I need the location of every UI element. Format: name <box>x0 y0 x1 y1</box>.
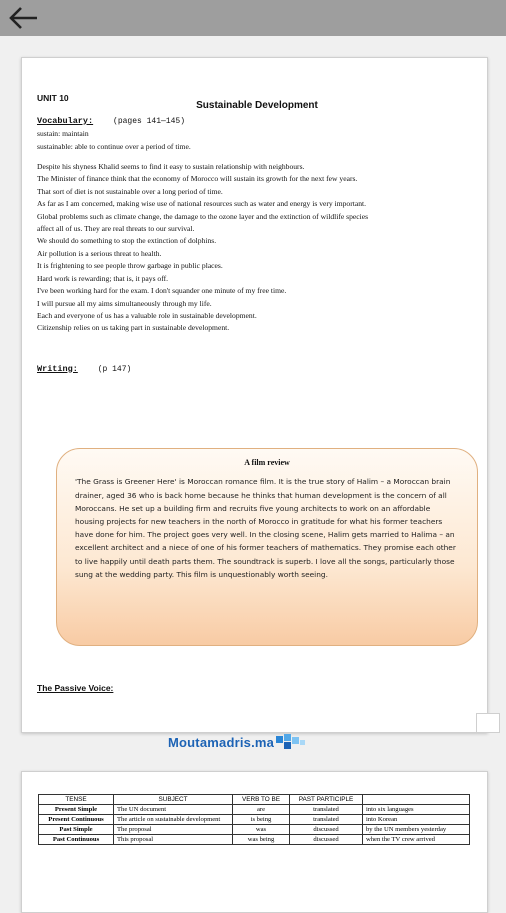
sentence-line: Each and everyone of us has a valuable role in sustainable development. <box>37 310 257 320</box>
table-cell: Past Continuous <box>39 835 114 845</box>
table-cell: This proposal <box>114 835 233 845</box>
sentence-line: Hard work is rewarding; that is, it pays off. <box>37 273 169 283</box>
sentence-line: Despite his shyness Khalid seems to find it easy to sustain relationship with neighbours. <box>37 162 305 172</box>
sentence-line: Global problems such as climate change, the damage to the ozone layer and the extinction of wildlife species <box>37 211 369 221</box>
document-title: Sustainable Development <box>196 100 318 112</box>
document-page-1 <box>21 57 488 733</box>
vocabulary-heading-line <box>37 115 477 128</box>
table-cell: by the UN members yesterday <box>363 825 470 835</box>
table-cell: Present Continuous <box>39 815 114 825</box>
sentence-line: As far as I am concerned, making wise use of national resources such as water and energy is very important. <box>37 199 367 209</box>
passive-tenses-table <box>38 794 470 845</box>
table-cell: are <box>233 805 290 815</box>
table-cell: Past Simple <box>39 825 114 835</box>
table-cell: The UN document <box>114 805 233 815</box>
table-row <box>39 815 470 825</box>
table-row <box>39 825 470 835</box>
table-cell: discussed <box>290 825 363 835</box>
sentence-line: Citizenship relies on us taking part in sustainable development. <box>37 323 230 333</box>
table-cell: was <box>233 825 290 835</box>
table-cell: when the TV crew arrived <box>363 835 470 845</box>
column-header: PAST PARTICIPLE <box>290 795 363 805</box>
sentence-line: Air pollution is a serious threat to health. <box>37 248 162 258</box>
table-cell: was being <box>233 835 290 845</box>
table-cell: discussed <box>290 835 363 845</box>
page-corner <box>476 713 500 733</box>
vocabulary-heading: Vocabulary: <box>37 115 94 126</box>
cube-logo-icon <box>274 732 308 752</box>
page-content <box>37 92 477 693</box>
definition-line: sustain: maintain <box>37 129 89 139</box>
sentence-line: That sort of diet is not sustainable over a long period of time. <box>37 186 223 196</box>
arrow-left-icon <box>6 4 40 32</box>
column-header: SUBJECT <box>114 795 233 805</box>
sentence-line: The Minister of finance think that the economy of Morocco will sustain its growth for the next few years. <box>37 174 358 184</box>
table-cell: Present Simple <box>39 805 114 815</box>
writing-pages: (p 147) <box>97 364 132 374</box>
unit-label: UNIT 10 <box>37 93 69 103</box>
passive-voice-heading: The Passive Voice: <box>37 683 114 693</box>
sentence-line: I've been working hard for the exam. I don't squander one minute of my free time. <box>37 286 287 296</box>
document-page-2 <box>21 771 488 913</box>
table-cell: The article on sustainable development <box>114 815 233 825</box>
sentence-line: We should do something to stop the extinction of dolphins. <box>37 236 217 246</box>
back-button[interactable] <box>6 4 40 32</box>
table-header-row <box>39 795 470 805</box>
review-title: A film review <box>244 458 290 467</box>
vocabulary-pages: (pages 141—145) <box>113 116 186 126</box>
table-cell: translated <box>290 805 363 815</box>
column-header: VERB TO BE <box>233 795 290 805</box>
sentence-line: I will pursue all my aims simultaneously through my life. <box>37 298 212 308</box>
table-cell: into Korean <box>363 815 470 825</box>
sentence-line: affect all of us. They are real threats to our survival. <box>37 224 195 234</box>
table-cell: The proposal <box>114 825 233 835</box>
definition-line: sustainable: able to continue over a period of time. <box>37 141 191 151</box>
review-text: 'The Grass is Greener Here' is Moroccan romance film. It is the true story of Halim – a Moroccan brain drainer, aged 36 who is back home because he thinks that human development is the concern of all Moroccans. He set up a building firm and recruits five young architects to work on an affordable housing projects for new teachers in the north of Morocco in gratitude for what his former teachers have done for him. The project goes very well. In the closing scene, Halim gets married to Halima – an excellent architect and a niece of one of his former teachers of mathematics. They promise each other to live happily until death parts them. The soundtrack is superb. I love all the songs, particularly those sung at the wedding party. This film is unquestionably worth seeing. <box>75 477 456 579</box>
table-row <box>39 805 470 815</box>
sentence-line: It is frightening to see people throw garbage in public places. <box>37 261 223 271</box>
writing-heading-line <box>37 363 477 376</box>
table-row <box>39 835 470 845</box>
table-cell: translated <box>290 815 363 825</box>
watermark-logo <box>168 731 308 753</box>
table-cell: is being <box>233 815 290 825</box>
writing-heading: Writing: <box>37 363 78 374</box>
top-app-bar <box>0 0 506 36</box>
watermark-text: Moutamadris.ma <box>168 734 275 750</box>
column-header <box>363 795 470 805</box>
film-review-box <box>56 448 478 646</box>
column-header: TENSE <box>39 795 114 805</box>
table-cell: into six languages <box>363 805 470 815</box>
